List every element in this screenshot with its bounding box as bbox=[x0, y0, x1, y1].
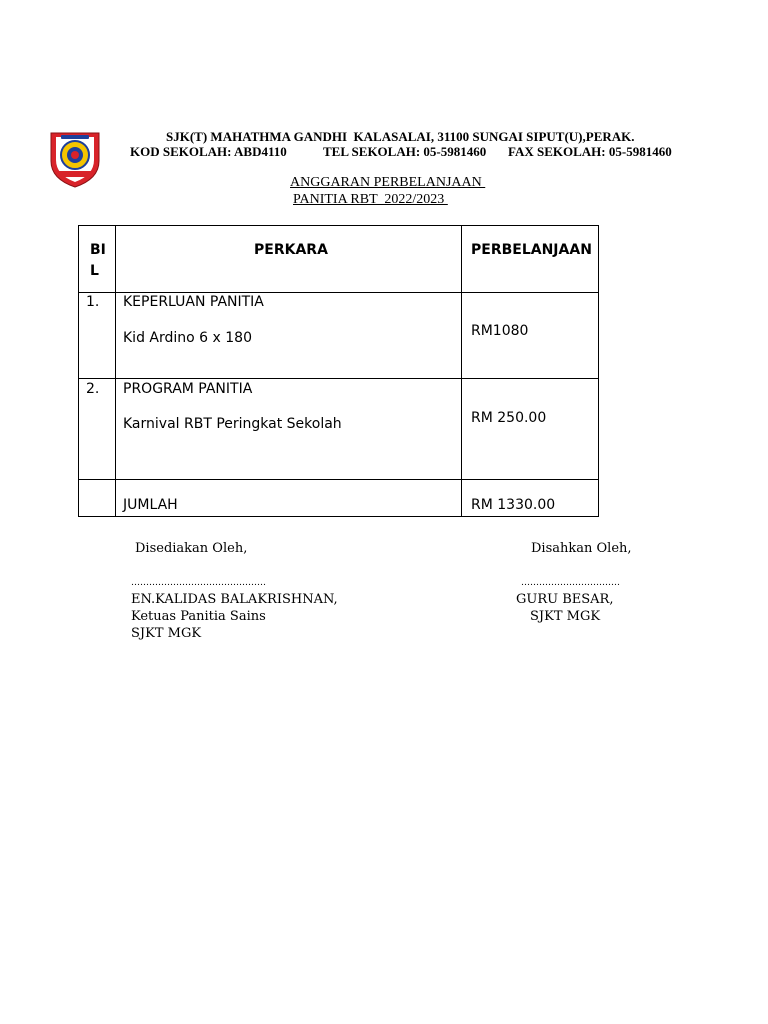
column-divider bbox=[115, 226, 116, 516]
row-divider bbox=[79, 292, 598, 293]
column-divider bbox=[461, 226, 462, 516]
row-2-amount: RM 250.00 bbox=[471, 410, 547, 426]
preparer-org: SJKT MGK bbox=[131, 626, 202, 641]
header-perkara: PERKARA bbox=[254, 242, 328, 258]
document-subtitle: PANITIA RBT 2022/2023 bbox=[293, 192, 448, 207]
header-perbelanjaan: PERBELANJAAN bbox=[471, 242, 592, 258]
school-tel: TEL SEKOLAH: 05-5981460 bbox=[323, 144, 487, 159]
row-1-category: KEPERLUAN PANITIA bbox=[123, 294, 264, 310]
preparer-role: Ketuas Panitia Sains bbox=[131, 609, 266, 624]
header-bil: BI L bbox=[90, 242, 106, 279]
approver-org: SJKT MGK bbox=[530, 609, 601, 624]
school-address: SJK(T) MAHATHMA GANDHI KALASALAI, 31100 SUNGAI SIPUT(U),PERAK. bbox=[166, 129, 635, 144]
row-2-category: PROGRAM PANITIA bbox=[123, 381, 253, 397]
row-divider bbox=[79, 378, 598, 379]
row-1-item: Kid Ardino 6 x 180 bbox=[123, 330, 252, 346]
preparer-name: EN.KALIDAS BALAKRISHNAN, bbox=[131, 592, 338, 607]
school-logo bbox=[47, 127, 103, 189]
total-amount: RM 1330.00 bbox=[471, 497, 556, 513]
row-1-amount: RM1080 bbox=[471, 323, 529, 339]
row-divider bbox=[79, 479, 598, 480]
school-fax: FAX SEKOLAH: 05-5981460 bbox=[508, 144, 672, 159]
row-1-bil: 1. bbox=[86, 294, 100, 310]
row-2-item: Karnival RBT Peringkat Sekolah bbox=[123, 416, 342, 432]
document-title: ANGGARAN PERBELANJAAN bbox=[290, 175, 486, 190]
budget-table bbox=[78, 225, 599, 517]
signature-line-left: ……………………………………… bbox=[131, 578, 266, 588]
row-2-bil: 2. bbox=[86, 381, 100, 397]
signature-line-right: …………………………… bbox=[521, 578, 620, 588]
approver-title: GURU BESAR, bbox=[516, 592, 614, 607]
total-label: JUMLAH bbox=[123, 497, 178, 513]
approved-by-heading: Disahkan Oleh, bbox=[531, 541, 632, 556]
prepared-by-heading: Disediakan Oleh, bbox=[135, 541, 248, 556]
school-code: KOD SEKOLAH: ABD4110 bbox=[130, 144, 287, 159]
